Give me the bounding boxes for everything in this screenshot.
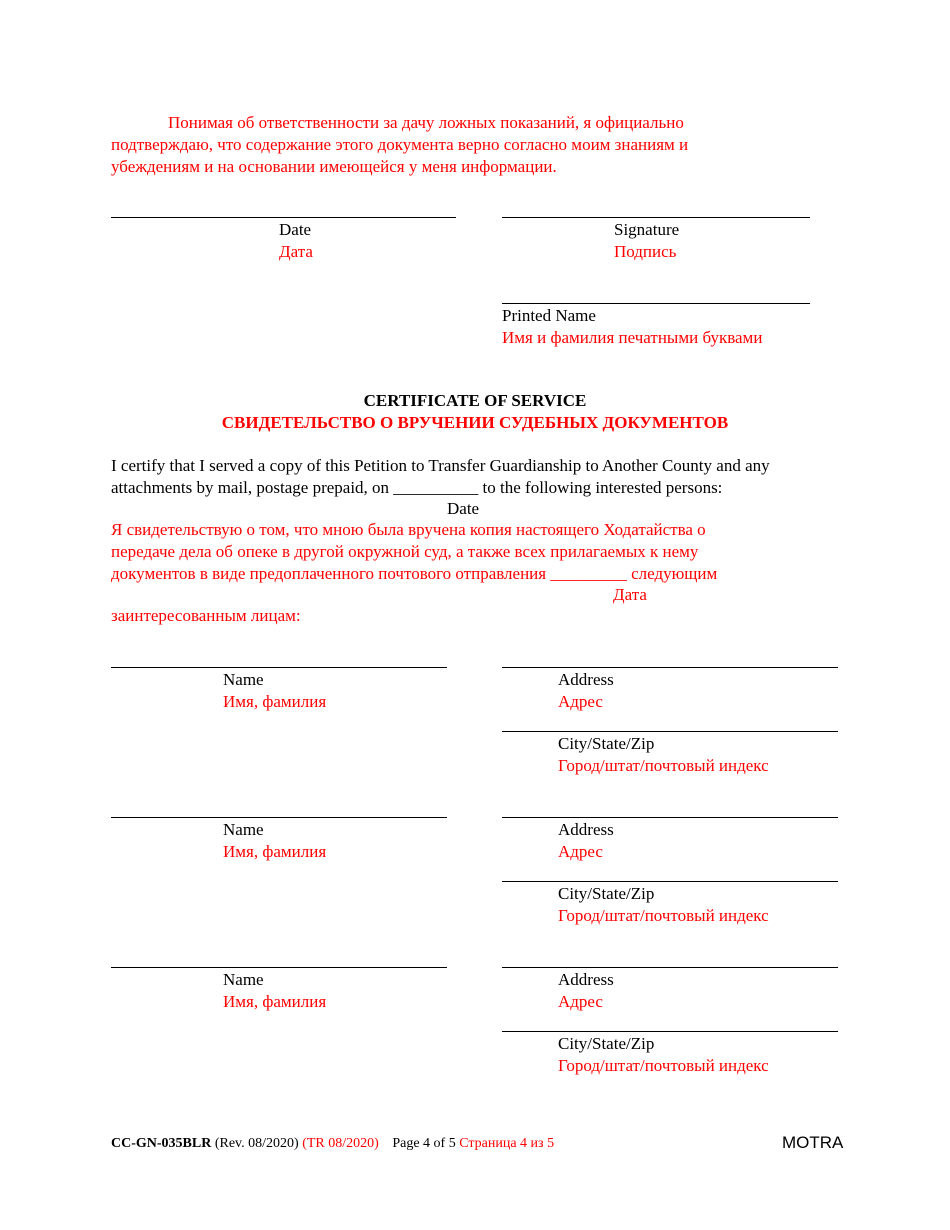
date-label-ru: Дата [279,242,313,261]
person-1-city-label-en: City/State/Zip [558,734,655,753]
person-1-name-line[interactable] [111,667,447,668]
footer-motra: MOTRA [782,1133,844,1152]
person-1-city-label-ru: Город/штат/почтовый индекс [558,756,769,775]
date-line[interactable] [111,217,456,218]
certificate-en-date-label: Date [447,499,480,518]
certificate-ru-line3: документов в виде предоплаченного почтового отправления _________ следующим [111,564,718,583]
signature-label-en: Signature [614,220,680,239]
printed-name-label-ru: Имя и фамилия печатными буквами [502,328,763,347]
person-2-city-label-en: City/State/Zip [558,884,655,903]
person-3-address-label-en: Address [558,970,614,989]
certificate-en-line1: I certify that I served a copy of this Petition to Transfer Guardianship to Another County and any [111,456,770,475]
footer-form-code: CC-GN-035BLR [111,1136,212,1151]
person-3-name-label-en: Name [223,970,264,989]
printed-name-line[interactable] [502,303,810,304]
person-1-address-line[interactable] [502,667,838,668]
person-2-city-label-ru: Город/штат/почтовый индекс [558,906,769,925]
person-3-name-label-ru: Имя, фамилия [223,992,327,1011]
date-label-en: Date [279,220,312,239]
footer-tr: (TR 08/2020) [302,1136,379,1151]
declaration-ru-line1: Понимая об ответственности за дачу ложных показаний, я официально [168,113,684,132]
person-3-city-label-en: City/State/Zip [558,1034,655,1053]
certificate-en-line2: attachments by mail, postage prepaid, on __________ to the following interested persons: [111,478,723,497]
person-3-city-label-ru: Город/штат/почтовый индекс [558,1056,769,1075]
declaration-ru-line3: убеждениям и на основании имеющейся у меня информации. [111,157,557,176]
certificate-title-ru: СВИДЕТЕЛЬСТВО О ВРУЧЕНИИ СУДЕБНЫХ ДОКУМЕНТОВ [221,413,729,432]
certificate-ru-line4: заинтересованным лицам: [111,606,301,625]
person-1-name-label-en: Name [223,670,264,689]
person-2-name-label-en: Name [223,820,264,839]
footer-rev: (Rev. 08/2020) [214,1136,299,1151]
person-3-address-line[interactable] [502,967,838,968]
declaration-ru-line2: подтверждаю, что содержание этого документа верно согласно моим знаниям и [111,135,689,154]
signature-label-ru: Подпись [614,242,677,261]
person-2-address-line[interactable] [502,817,838,818]
signature-line[interactable] [502,217,810,218]
printed-name-label-en: Printed Name [502,306,596,325]
footer-page-ru: Страница 4 из 5 [459,1136,555,1151]
person-1-address-label-en: Address [558,670,614,689]
certificate-ru-line2: передаче дела об опеке в другой окружной суд, а также всех прилагаемых к нему [111,542,699,561]
person-3-address-label-ru: Адрес [558,992,603,1011]
person-2-city-line[interactable] [502,881,838,882]
person-2-address-label-en: Address [558,820,614,839]
person-2-name-line[interactable] [111,817,447,818]
person-3-city-line[interactable] [502,1031,838,1032]
certificate-title-en: CERTIFICATE OF SERVICE [363,391,587,410]
certificate-ru-date-label: Дата [613,585,647,604]
person-2-name-label-ru: Имя, фамилия [223,842,327,861]
person-3-name-line[interactable] [111,967,447,968]
certificate-ru-line1: Я свидетельствую о том, что мною была вручена копия настоящего Ходатайства о [111,520,706,539]
person-1-address-label-ru: Адрес [558,692,603,711]
person-1-name-label-ru: Имя, фамилия [223,692,327,711]
person-2-address-label-ru: Адрес [558,842,603,861]
footer [111,1133,554,1155]
footer-page-en: Page 4 of 5 [392,1136,456,1151]
person-1-city-line[interactable] [502,731,838,732]
